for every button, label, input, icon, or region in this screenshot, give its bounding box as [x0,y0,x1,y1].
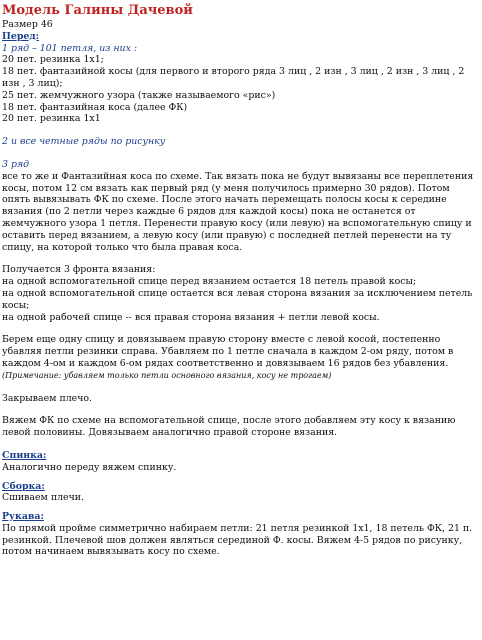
front-item: на одной рабочей спице -- вся правая сторона вязания + петли левой косы. [2,311,380,323]
size-label: Размер 46 [2,19,53,30]
document [2,3,480,558]
back-text: Аналогично переду вяжем спинку. [2,461,177,473]
shaping-note: (Примечание: убавляем только петли основного вязания, косу не трогаем) [2,370,332,380]
section-heading-assembly: Сборка: [2,480,45,492]
even-rows-note: 2 и все четные ряды по рисунку [2,136,166,148]
row1-line: 20 пет. резинка 1х1 [2,113,101,125]
row3-text: все то же и Фантазийная коса по схеме. Так вязать пока не будут вывязаны все переплетения косы, потом 12 см вязать как первый ряд (у меня получилось примерно 30 рядов). Потом опять вывязывать ФК по схеме. После этого начать перемещать полосы косы к середине вязания (по 2 петли через каждые 6 рядов для каждой косы) пока не останется от жемчужного узора 1 петля. Перенести правую косу (или левую) на вспомогательную спицу и оставить перед вязанием, а левую косу (или правую) с последней петлей перенести на ту спицу, на которой только что была правая коса. [2,170,474,253]
document-title: Модель Галины Дачевой [2,3,193,18]
shaping-paragraph [2,334,480,381]
row3-label: 3 ряд [2,158,30,170]
assembly-text: Сшиваем плечи. [2,492,85,504]
section-heading-front: Перед: [2,30,40,42]
section-heading-back: Спинка: [2,449,47,461]
close-shoulder-text: Закрываем плечо. [2,392,93,404]
sleeve-text: По прямой пройме симметрично набираем петли: 21 петля резинкой 1х1, 18 петель ФК, 21 п. резинкой. Плечевой шов должен являться серединой Ф. косы. Вяжем 4-5 рядов по рисунку, потом начинаем вывязывать косу по схеме. [2,522,473,558]
row1-line: 18 пет. фантазийной косы (для первого и второго ряда 3 лиц , 2 изн , 3 лиц , 2 изн , 3 лиц , 2 изн , 3 лиц); [2,66,465,89]
row1-label: 1 ряд – 101 петля, из них : [2,42,137,54]
front-item: на одной вспомогательной спице остается вся левая сторона вязания за исключением петель косы; [2,287,473,311]
shaping-text: Берем еще одну спицу и довязываем правую сторону вместе с левой косой, постепенно убавляя петли резинки справа. Убавляем по 1 петле сначала в каждом 2-ом ряду, потом в каждом 4-ом и каждом 6-ом рядах соответственно и довязываем 16 рядов без убавления. [2,334,454,369]
section-heading-sleeve: Рукава: [2,511,44,523]
fronts-intro: Получается 3 фронта вязания: [2,264,156,276]
front-item: на одной вспомогательной спице перед вязанием остается 18 петель правой косы; [2,276,417,288]
row1-line: 18 пет. фантазийная коса (далее ФК) [2,101,188,113]
row1-line: 20 пет. резинка 1х1; [2,54,104,66]
row1-line: 25 пет. жемчужного узора (также называемого «рис») [2,89,276,101]
second-side-text: Вяжем ФК по схеме на вспомогательной спице, после этого добавляем эту косу к вязанию левой половины. Довязываем аналогично правой стороне вязания. [2,415,456,439]
